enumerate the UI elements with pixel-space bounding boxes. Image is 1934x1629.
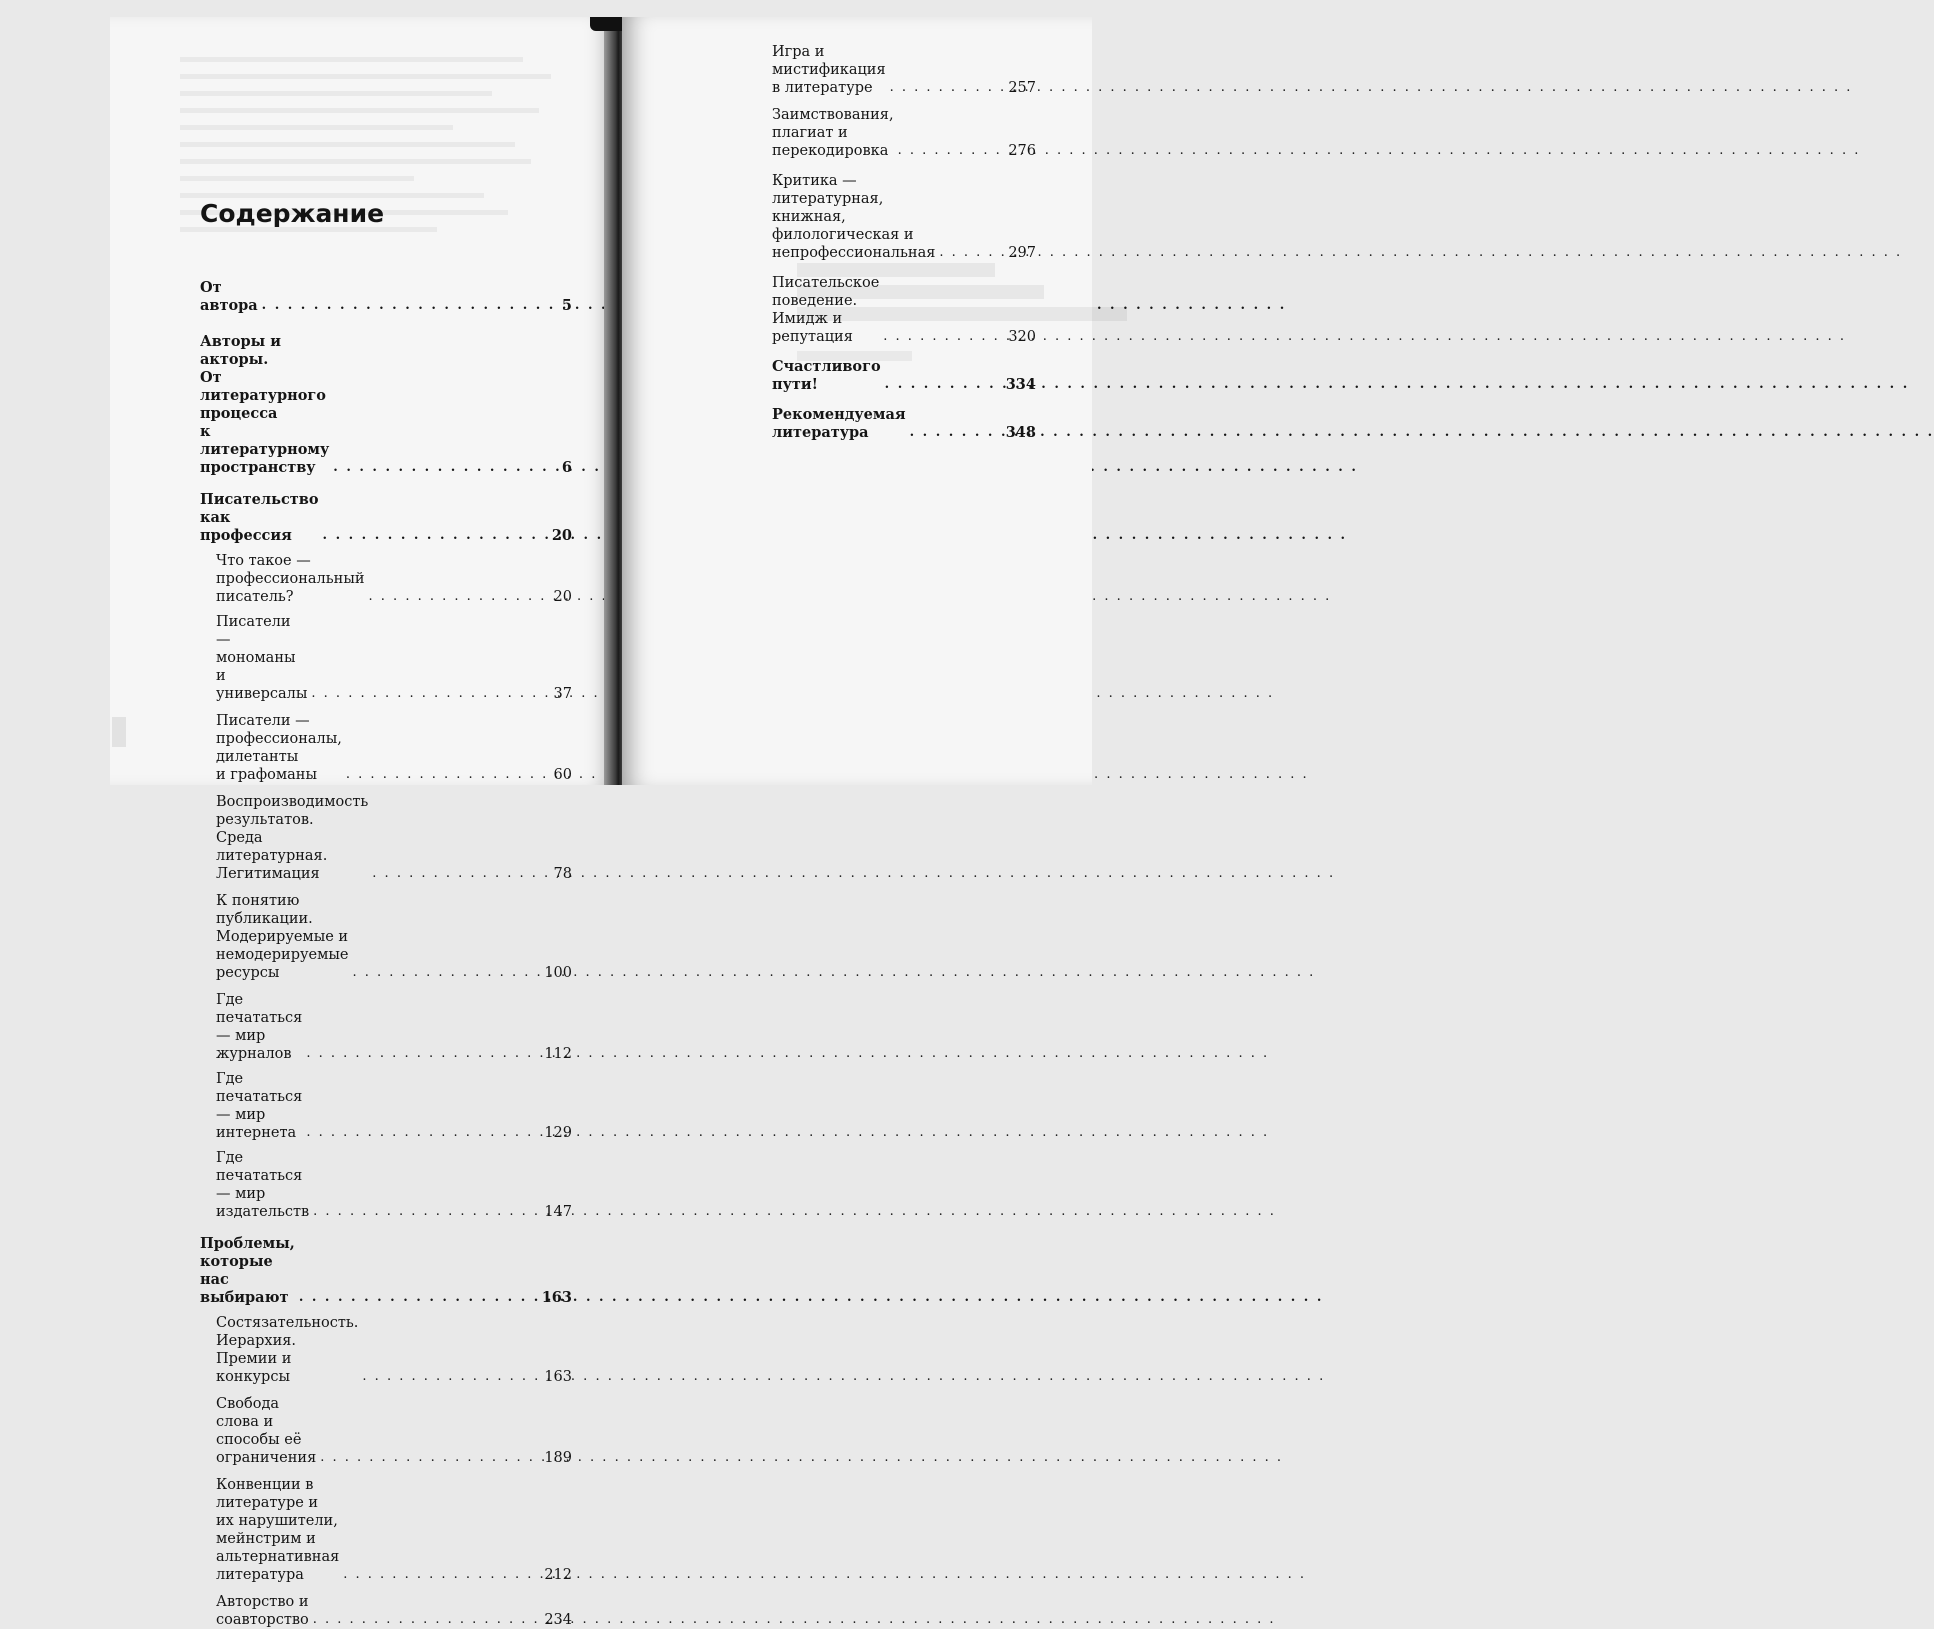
toc-entry-title bbox=[200, 1235, 295, 1307]
toc-entry-title bbox=[216, 712, 342, 784]
toc-entry-title bbox=[216, 793, 368, 883]
toc-entry-title bbox=[216, 1314, 358, 1386]
dot-leader bbox=[333, 461, 558, 474]
toc-title-line: Игра и мистификация в литературе bbox=[772, 44, 886, 96]
dot-leader bbox=[320, 1451, 540, 1464]
dot-leader bbox=[346, 768, 550, 781]
toc-entry bbox=[200, 1235, 572, 1307]
toc-page-number: 163 bbox=[541, 1289, 572, 1306]
toc-entry bbox=[200, 793, 572, 883]
toc-title-line: К понятию публикации. bbox=[216, 893, 313, 927]
dot-leader bbox=[362, 1370, 540, 1383]
toc-title-line: Модерируемые и немодерируемые ресурсы bbox=[216, 929, 349, 981]
toc-entry bbox=[772, 274, 1036, 346]
dot-leader bbox=[910, 426, 1002, 439]
dot-leader bbox=[306, 1126, 540, 1139]
toc-title-line: Что такое — профессиональный писатель? bbox=[216, 553, 365, 605]
toc-title-line: Состязательность. Иерархия. bbox=[216, 1315, 359, 1349]
toc-entry-title bbox=[216, 1070, 302, 1142]
toc-title-line: Рекомендуемая литература bbox=[772, 406, 906, 441]
toc-entry-title bbox=[216, 613, 307, 703]
toc-title-line: Где печататься — мир журналов bbox=[216, 992, 303, 1062]
toc-entry-title bbox=[216, 1395, 316, 1467]
toc-title-line: и графоманы bbox=[216, 767, 318, 783]
toc-title-line: Проблемы, которые нас выбирают bbox=[200, 1235, 295, 1306]
toc-entry bbox=[200, 892, 572, 982]
toc-title-line: Имидж и репутация bbox=[772, 311, 853, 345]
toc-entry-title bbox=[200, 279, 258, 315]
toc-page-number: 320 bbox=[1008, 329, 1036, 345]
toc-title-line: Писательское поведение. bbox=[772, 275, 880, 309]
toc-title-line: Свобода слова и способы её ограничения bbox=[216, 1396, 317, 1466]
toc-entry bbox=[200, 491, 572, 545]
toc-entry bbox=[200, 333, 572, 477]
toc-entry-title bbox=[772, 274, 879, 346]
toc-title-line: Авторство и соавторство bbox=[216, 1594, 309, 1628]
dot-leader bbox=[898, 144, 1005, 157]
toc-entry bbox=[772, 106, 1036, 160]
toc-page-number: 20 bbox=[551, 527, 572, 544]
toc-entry-title bbox=[216, 1149, 309, 1221]
toc-page-number: 5 bbox=[561, 297, 572, 314]
toc-entry-title bbox=[216, 1476, 339, 1584]
toc-list-right bbox=[772, 43, 1036, 442]
toc-entry bbox=[772, 43, 1036, 97]
toc-page-number: 257 bbox=[1008, 80, 1036, 96]
toc-title-line: От автора bbox=[200, 279, 258, 314]
toc-page-number: 234 bbox=[544, 1612, 572, 1628]
toc-entry bbox=[200, 712, 572, 784]
toc-entry-title bbox=[772, 172, 935, 262]
toc-entry bbox=[200, 613, 572, 703]
toc-page-number: 189 bbox=[544, 1450, 572, 1466]
toc-entry-title bbox=[200, 491, 319, 545]
toc-page-number: 297 bbox=[1008, 245, 1036, 261]
toc-page-number: 60 bbox=[553, 767, 572, 783]
dot-leader bbox=[939, 246, 1004, 259]
toc-title-line: Конвенции в литературе и их нарушители, bbox=[216, 1477, 338, 1529]
left-page bbox=[110, 17, 612, 1628]
dot-leader bbox=[343, 1568, 540, 1581]
toc-page-number: 129 bbox=[544, 1125, 572, 1141]
toc-entry bbox=[772, 358, 1036, 394]
dot-leader bbox=[299, 1291, 538, 1304]
toc-entry-title bbox=[216, 991, 302, 1063]
toc-entry-title bbox=[772, 358, 881, 394]
toc-page-number: 348 bbox=[1005, 424, 1036, 441]
open-book bbox=[110, 17, 1092, 1628]
toc-page-number: 163 bbox=[544, 1369, 572, 1385]
dot-leader bbox=[323, 529, 548, 542]
contents-heading: Содержание bbox=[200, 199, 385, 228]
toc-entry bbox=[772, 172, 1036, 262]
toc-entry-title bbox=[216, 552, 365, 606]
toc-entry bbox=[200, 279, 572, 315]
toc-title-line: Писательство как профессия bbox=[200, 491, 319, 544]
toc-page-number: 212 bbox=[544, 1567, 572, 1583]
toc-page-number: 20 bbox=[553, 589, 572, 605]
toc-entry-title bbox=[772, 406, 906, 442]
toc-entry-title bbox=[772, 43, 886, 97]
toc-entry-title bbox=[772, 106, 894, 160]
toc-title-line: От литературного процесса bbox=[200, 369, 326, 422]
toc-page-number: 276 bbox=[1008, 143, 1036, 159]
toc-title-line: Где печататься — мир издательств bbox=[216, 1150, 310, 1220]
toc-list-left bbox=[200, 279, 572, 1629]
dot-leader bbox=[306, 1047, 540, 1060]
dot-leader bbox=[313, 1205, 540, 1218]
toc-title-line: Премии и конкурсы bbox=[216, 1351, 292, 1385]
dot-leader bbox=[313, 1613, 541, 1626]
toc-title-line: Авторы и акторы. bbox=[200, 333, 282, 368]
toc-title-line: Критика — литературная, книжная, bbox=[772, 173, 884, 225]
toc-entry bbox=[200, 1395, 572, 1467]
toc-title-line: Заимствования, плагиат и перекодировка bbox=[772, 107, 894, 159]
toc-page-number: 6 bbox=[561, 459, 572, 476]
toc-page-number: 100 bbox=[544, 965, 572, 981]
toc-title-line: Счастливого пути! bbox=[772, 358, 881, 393]
toc-title-line: мейнстрим и альтернативная литература bbox=[216, 1531, 340, 1583]
toc-entry bbox=[200, 1149, 572, 1221]
toc-entry bbox=[200, 1476, 572, 1584]
toc-page-number: 334 bbox=[1005, 376, 1036, 393]
toc-title-line: Писатели — мономаны и универсалы bbox=[216, 614, 308, 702]
toc-title-line: Среда литературная. Легитимация bbox=[216, 830, 328, 882]
right-page bbox=[622, 17, 1092, 785]
toc-entry-title bbox=[200, 333, 329, 477]
page-edge-mark bbox=[112, 717, 126, 747]
toc-page-number: 78 bbox=[553, 866, 572, 882]
dot-leader bbox=[890, 81, 1005, 94]
toc-title-line: к литературному пространству bbox=[200, 423, 330, 476]
toc-entry bbox=[200, 552, 572, 606]
toc-page-number: 147 bbox=[544, 1204, 572, 1220]
dot-leader bbox=[311, 687, 549, 700]
dot-leader bbox=[372, 867, 549, 880]
toc-entry bbox=[200, 991, 572, 1063]
toc-entry bbox=[200, 1593, 572, 1629]
dot-leader bbox=[885, 378, 1002, 391]
dot-leader bbox=[883, 330, 1004, 343]
dot-leader bbox=[369, 590, 550, 603]
toc-entry-title bbox=[216, 892, 349, 982]
toc-entry-title bbox=[216, 1593, 309, 1629]
toc-title-line: Где печататься — мир интернета bbox=[216, 1071, 303, 1141]
dot-leader bbox=[353, 966, 541, 979]
dot-leader bbox=[262, 299, 558, 312]
toc-entry bbox=[772, 406, 1036, 442]
toc-entry bbox=[200, 1314, 572, 1386]
toc-title-line: филологическая и непрофессиональная bbox=[772, 227, 936, 261]
toc-entry bbox=[200, 1070, 572, 1142]
toc-title-line: Писатели — профессионалы, дилетанты bbox=[216, 713, 342, 765]
toc-title-line: Воспроизводимость результатов. bbox=[216, 794, 369, 828]
toc-page-number: 112 bbox=[544, 1046, 572, 1062]
toc-page-number: 37 bbox=[553, 686, 572, 702]
